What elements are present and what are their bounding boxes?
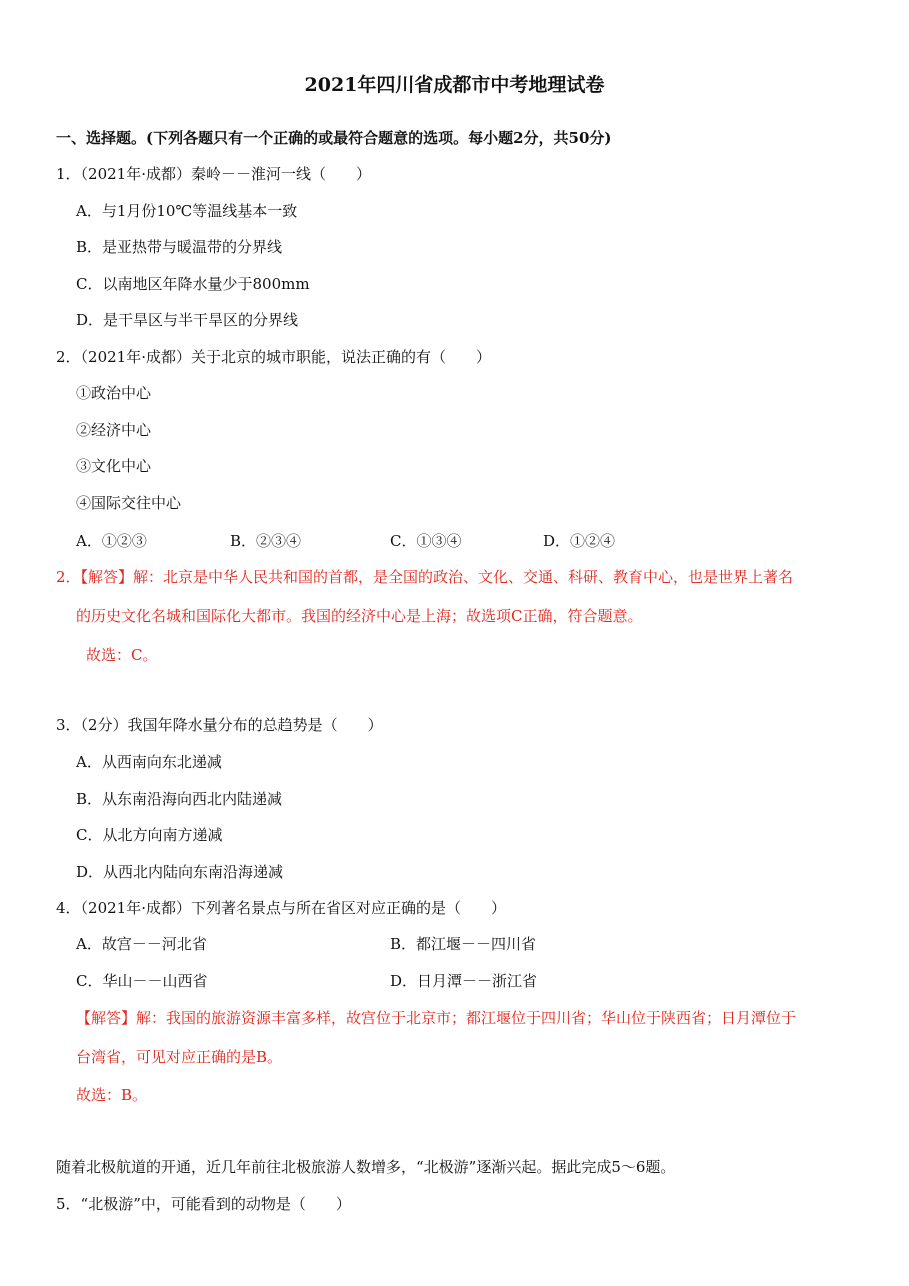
question-2-answer-line-2: 的历史文化名城和国际化大都市。我国的经济中心是上海；故选项C正确，符合题意。 — [76, 607, 643, 625]
question-1-stem: 1．（2021年·成都）秦岭－－淮河一线（ ） — [56, 165, 371, 183]
question-2-stem: 2．（2021年·成都）关于北京的城市职能，说法正确的有（ ） — [56, 348, 491, 366]
question-5-stem: 5．“北极游”中，可能看到的动物是（ ） — [56, 1195, 351, 1213]
question-3-option-c: C．从北方向南方递减 — [76, 826, 223, 844]
question-3-stem: 3．（2分）我国年降水量分布的总趋势是（ ） — [56, 716, 383, 734]
question-3-option-b: B．从东南沿海向西北内陆递减 — [76, 790, 283, 808]
question-4-answer-line-1: 【解答】解：我国的旅游资源丰富多样，故宫位于北京市；都江堰位于四川省；华山位于陕西省；日月潭位于 — [76, 1009, 797, 1027]
question-2-option-a: A．①②③ — [76, 532, 147, 550]
question-3-option-a: A．从西南向东北递减 — [76, 753, 222, 771]
question-2-item-2: ②经济中心 — [76, 421, 152, 439]
passage-intro: 随着北极航道的开通，近几年前往北极旅游人数增多，“北极游”逐渐兴起。据此完成5～6题。 — [56, 1158, 676, 1176]
question-2-option-d: D．①②④ — [543, 532, 616, 550]
question-1-option-a: A．与1月份10℃等温线基本一致 — [76, 202, 298, 220]
page-title: 2021年四川省成都市中考地理试卷 — [304, 74, 605, 96]
question-1-option-c: C．以南地区年降水量少于800mm — [76, 275, 310, 293]
question-4-option-b: B．都江堰－－四川省 — [390, 935, 537, 953]
question-1-option-b: B．是亚热带与暖温带的分界线 — [76, 238, 283, 256]
question-4-answer-choice: 故选：B。 — [76, 1086, 148, 1104]
question-3-option-d: D．从西北内陆向东南沿海递减 — [76, 863, 284, 881]
question-4-stem: 4．（2021年·成都）下列著名景点与所在省区对应正确的是（ ） — [56, 899, 506, 917]
question-2-answer-line-1: 2．【解答】解：北京是中华人民共和国的首都，是全国的政治、文化、交通、科研、教育中心，也是世界上著名 — [56, 568, 794, 586]
question-4-option-c: C．华山－－山西省 — [76, 972, 208, 990]
question-2-option-c: C．①③④ — [390, 532, 462, 550]
question-2-option-b: B．②③④ — [230, 532, 302, 550]
question-4-answer-line-2: 台湾省，可见对应正确的是B。 — [76, 1048, 283, 1066]
question-2-item-4: ④国际交往中心 — [76, 494, 182, 512]
question-2-item-3: ③文化中心 — [76, 457, 152, 475]
question-4-option-d: D．日月潭－－浙江省 — [390, 972, 538, 990]
question-1-option-d: D．是干旱区与半干旱区的分界线 — [76, 311, 299, 329]
section-heading: 一、选择题。(下列各题只有一个正确的或最符合题意的选项。每小题2分，共50分) — [56, 129, 612, 147]
question-4-option-a: A．故宫－－河北省 — [76, 935, 207, 953]
question-2-item-1: ①政治中心 — [76, 384, 152, 402]
question-2-answer-choice: 故选：C。 — [86, 646, 158, 664]
